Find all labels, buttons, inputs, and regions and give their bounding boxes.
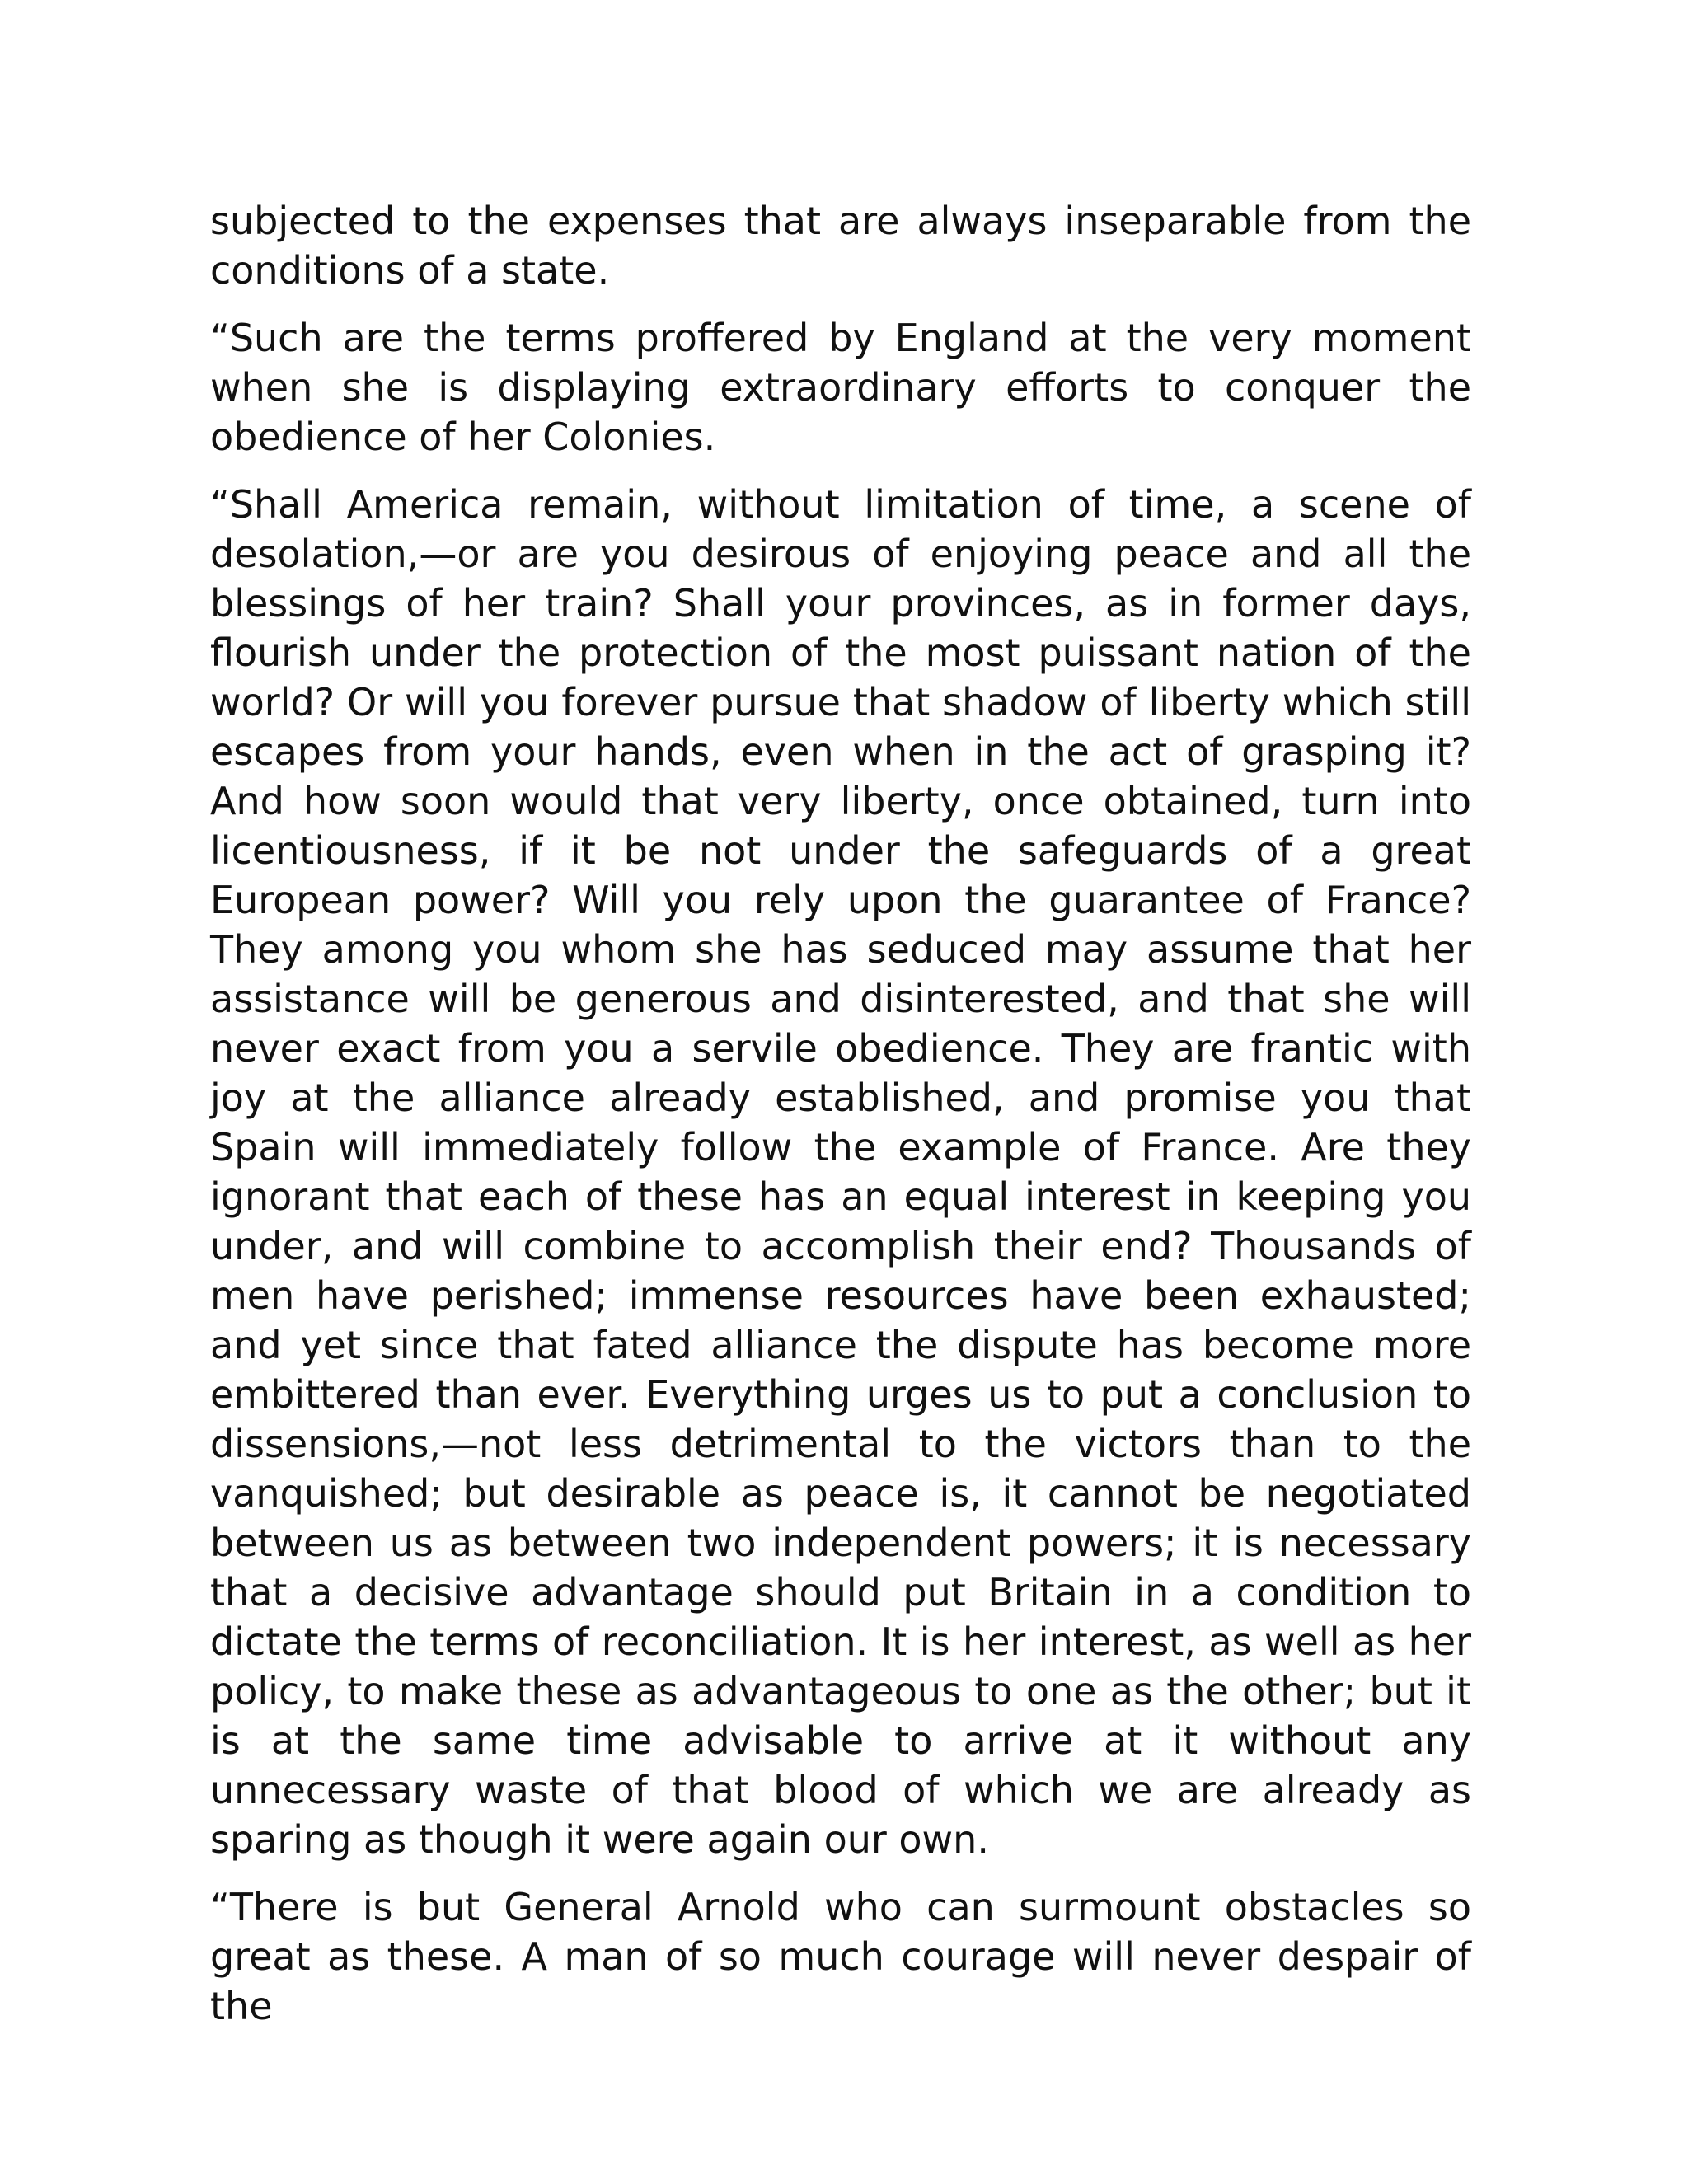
paragraph-4: “There is but General Arnold who can surmount obstacles so great as these. A man of so much courage will never despair of the xyxy=(210,1885,1471,2028)
body-text xyxy=(210,196,1471,2049)
paragraph-1: subjected to the expenses that are always inseparable from the conditions of a state. xyxy=(210,199,1471,293)
paragraph-2: “Such are the terms proffered by England at the very moment when she is displaying extraordinary efforts to conquer the obedience of her Colonies. xyxy=(210,316,1471,459)
paragraph-3: “Shall America remain, without limitation of time, a scene of desolation,—or are you desirous of enjoying peace and all the blessings of her train? Shall your provinces, as in former days, flourish under the protection of the most puissant nation of the world? Or will you forever pursue that shadow of liberty which still escapes from your hands, even when in the act of grasping it? And how soon would that very liberty, once obtained, turn into licentiousness, if it be not under the safeguards of a great European power? Will you rely upon the guarantee of France? They among you whom she has seduced may assume that her assistance will be generous and disinterested, and that she will never exact from you a servile obedience. They are frantic with joy at the alliance already established, and promise you that Spain will immediately follow the example of France. Are they ignorant that each of these has an equal interest in keeping you under, and will combine to accomplish their end? Thousands of men have perished; immense resources have been exhausted; and yet since that fated alliance the dispute has become more embittered than ever. Everything urges us to put a conclusion to dissensions,—not less detrimental to the victors than to the vanquished; but desirable as peace is, it cannot be negotiated between us as between two independent powers; it is necessary that a decisive advantage should put Britain in a condition to dictate the terms of reconciliation. It is her interest, as well as her policy, to make these as advantageous to one as the other; but it is at the same time advisable to arrive at it without any unnecessary waste of that blood of which we are already as sparing as though it were again our own. xyxy=(210,482,1471,1862)
